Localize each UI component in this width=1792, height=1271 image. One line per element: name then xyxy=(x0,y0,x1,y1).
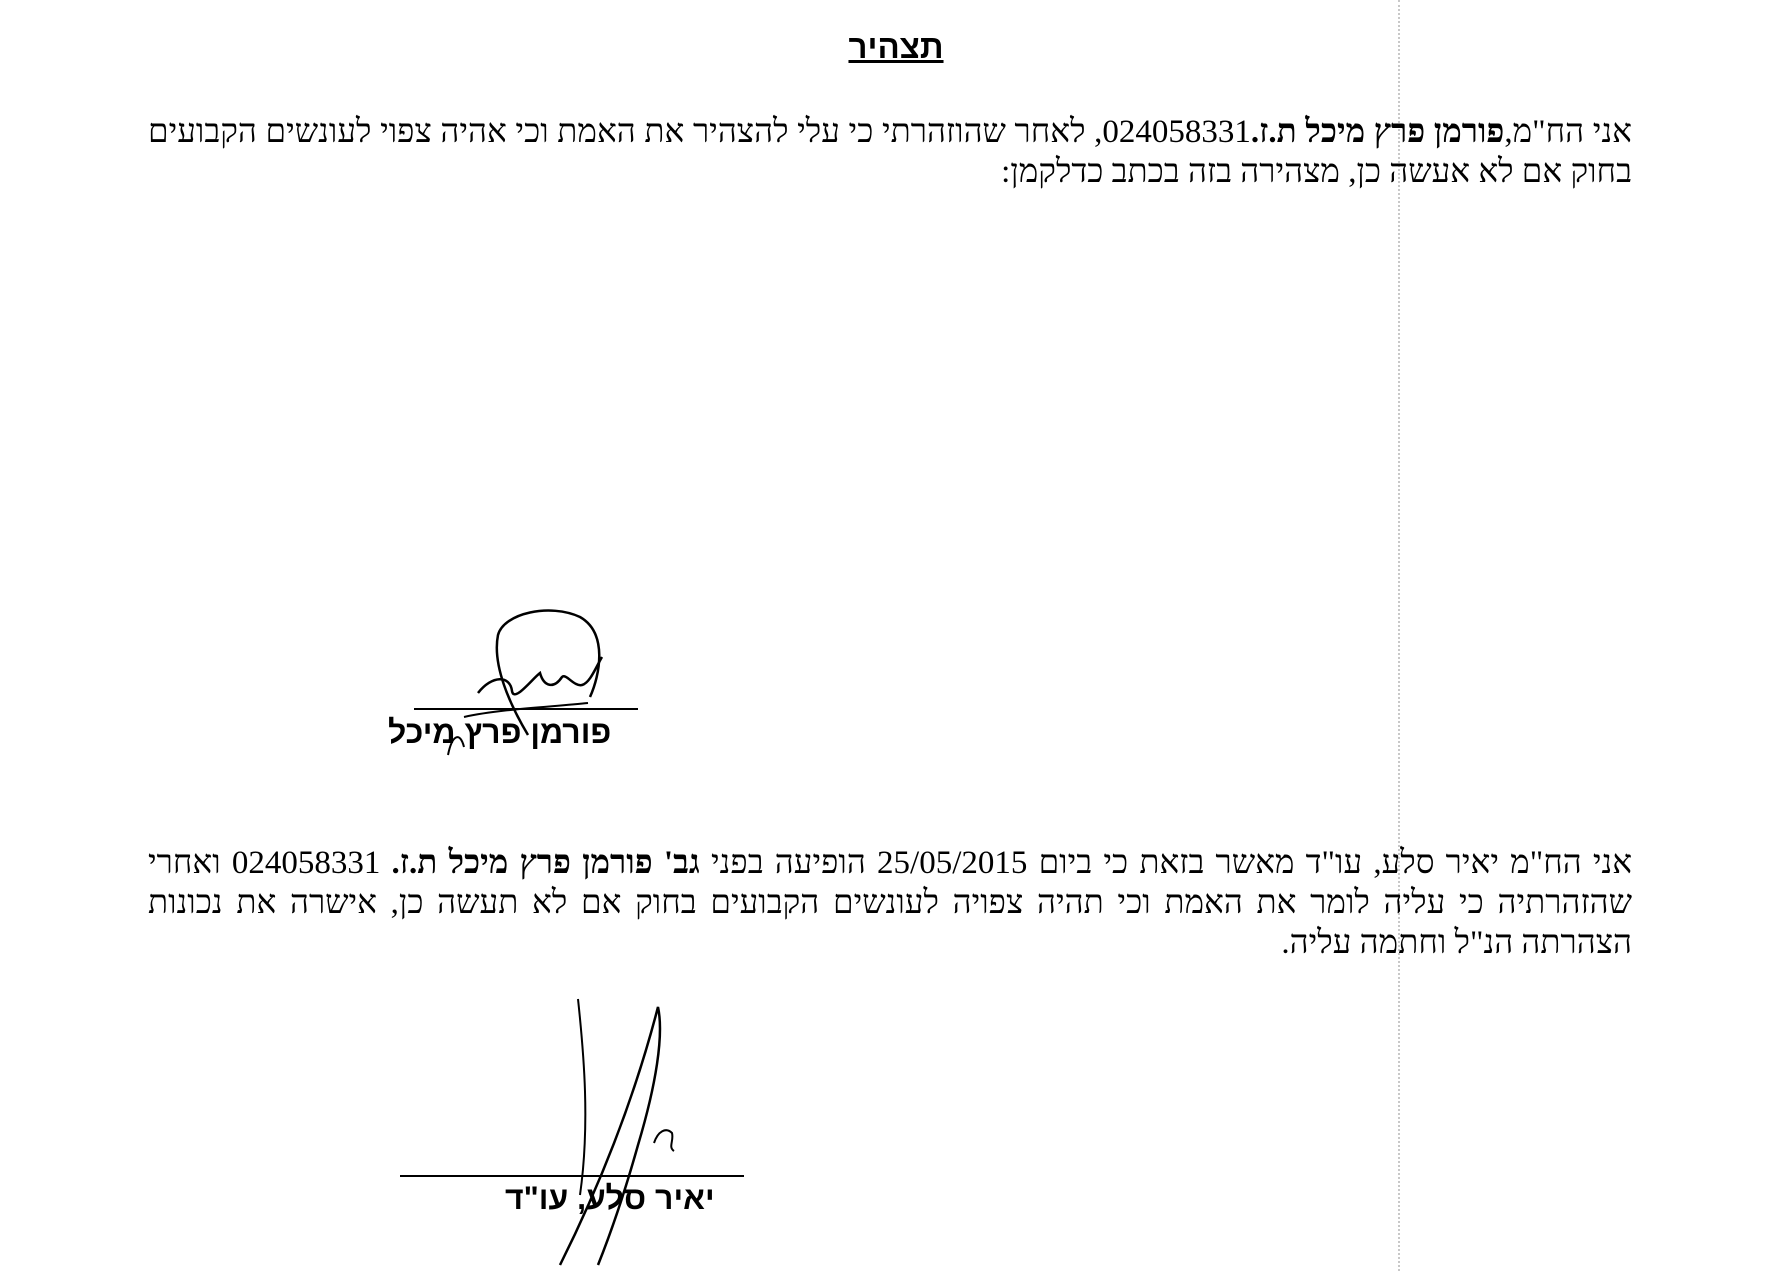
declarant-name: פורמן פרץ מיכל xyxy=(1305,114,1505,150)
intro-paragraph xyxy=(148,112,1632,192)
document-title: תצהיר xyxy=(848,28,944,65)
attestation-date: 25/05/2015 xyxy=(877,845,1028,881)
attestation-text: ואחרי שהזהרתיה כי עליה לומר את האמת וכי תהיה צפויה לעונשים הקבועים בחוק אם לא תעשה כן, אישרה את נכונות הצהרתה הנ"ל וחתמה עליה. xyxy=(148,845,1632,961)
attestation-text: אני הח"מ יאיר סלע, עו"ד מאשר בזאת כי ביום xyxy=(1038,845,1633,881)
declarant-signature-name: פורמן פרץ מיכל xyxy=(388,714,612,750)
attestation-id-number: 024058331 xyxy=(231,845,381,881)
attestation-name: גב' פורמן פרץ מיכל xyxy=(448,845,700,881)
intro-text: , לאחר שהוזהרתי כי עלי להצהיר את האמת וכי אהיה צפוי לעונשים הקבועים בחוק אם לא אעשה כן, מצהירה בזה בכתב כדלקמן: xyxy=(148,114,1632,190)
intro-prefix: אני הח"מ, xyxy=(1504,114,1632,150)
lawyer-signature-name: יאיר סלע, עו"ד xyxy=(505,1180,715,1216)
lawyer-signature-line xyxy=(400,1175,744,1177)
attestation-text: הופיעה בפני xyxy=(711,845,866,881)
attestation-id-label: ת.ז. xyxy=(391,845,438,881)
lawyer-signature xyxy=(540,995,720,1271)
attestation-paragraph xyxy=(148,843,1632,963)
id-label: ת.ז. xyxy=(1250,114,1297,150)
declarant-signature-line xyxy=(414,708,638,710)
id-number: 024058331 xyxy=(1102,114,1251,150)
